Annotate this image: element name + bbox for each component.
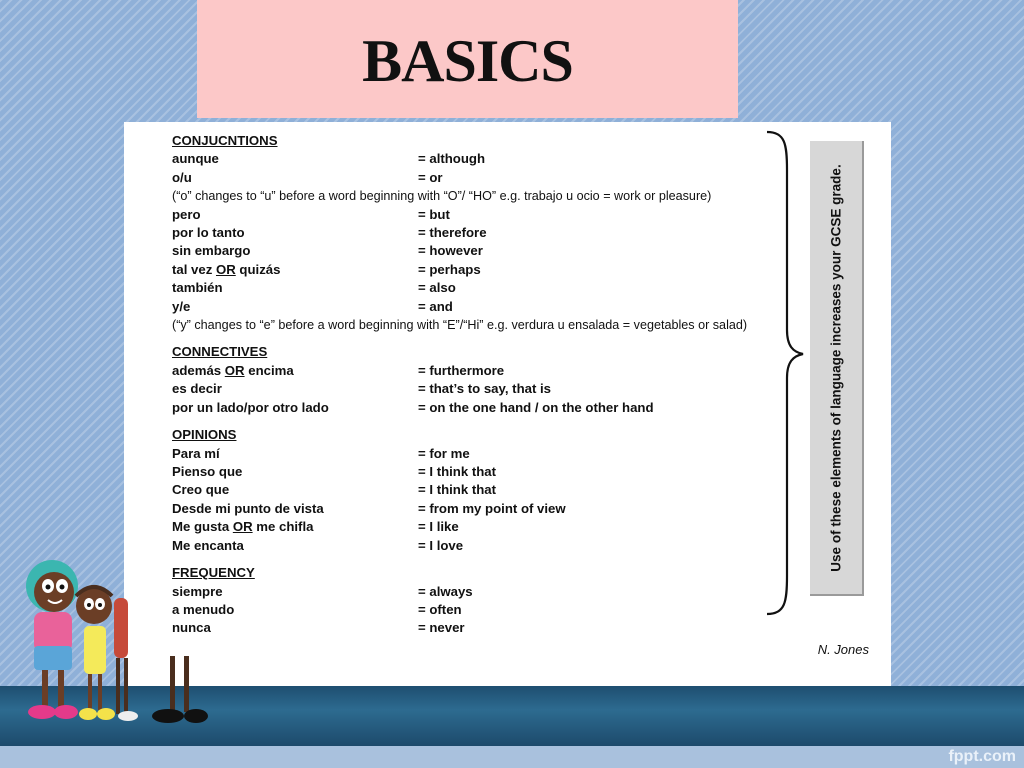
vocab-row [172, 224, 772, 242]
section-heading: CONJUCNTIONS [172, 133, 278, 148]
vocab-row [172, 169, 772, 187]
english-translation: = and [418, 298, 453, 314]
spanish-term: aunque [172, 151, 219, 167]
usage-note: (“y” changes to “e” before a word beginning with “E”/“Hi” e.g. verdura u ensalada = vegetables or salad) [172, 317, 748, 332]
section-gap [172, 334, 772, 343]
spanish-term: también [172, 280, 223, 296]
vocab-row [172, 583, 772, 601]
section-heading: FREQUENCY [172, 565, 255, 581]
vocab-row [172, 150, 772, 168]
spanish-term [172, 362, 418, 380]
english-translation: = or [418, 169, 443, 185]
english-translation: = for me [418, 445, 470, 461]
spanish-term: siempre [172, 583, 223, 599]
or-keyword: OR [232, 519, 253, 535]
vocab-row [172, 298, 772, 316]
bottom-strip [0, 746, 1024, 768]
spanish-term-part: me chifla [252, 519, 314, 535]
vocab-row [172, 362, 772, 380]
english-translation: = perhaps [418, 261, 481, 277]
spanish-term: sin embargo [172, 243, 251, 259]
or-keyword: OR [224, 362, 245, 378]
english-translation: = I think that [418, 482, 497, 498]
spanish-term: Para mí [172, 445, 220, 461]
english-translation: = that’s to say, that is [418, 381, 552, 397]
vocab-sheet [124, 122, 891, 686]
spanish-term: Pienso que [172, 464, 243, 480]
children-illustration [10, 556, 220, 728]
vocab-row [172, 445, 772, 463]
spanish-term: a menudo [172, 601, 235, 617]
slide-title: BASICS [362, 27, 573, 94]
english-translation: = on the one hand / on the other hand [418, 399, 654, 415]
english-translation: = furthermore [418, 362, 505, 378]
grade-note: Use of these elements of language increases your GCSE grade. [828, 163, 844, 572]
spanish-term: Creo que [172, 482, 230, 498]
section-heading: CONNECTIVES [172, 344, 268, 360]
spanish-term-part: quizás [235, 261, 281, 277]
section-gap [172, 555, 772, 564]
english-translation: = never [418, 620, 465, 636]
title-banner [197, 0, 738, 118]
vocab-row [172, 279, 772, 297]
spanish-term-part: tal vez [172, 261, 216, 277]
spanish-term-part: Me gusta [172, 519, 233, 535]
spanish-term: nunca [172, 620, 211, 636]
english-translation: = I think that [418, 464, 497, 480]
spanish-term [172, 261, 418, 279]
usage-note: (“o” changes to “u” before a word beginning with “O”/ “HO” e.g. trabajo u ocio = work or pleasure) [172, 189, 712, 204]
section-gap [172, 417, 772, 426]
vocab-row [172, 537, 772, 555]
english-translation: = therefore [418, 224, 487, 240]
brand-watermark: fppt.com [948, 748, 1016, 765]
or-keyword: OR [215, 261, 236, 277]
vocab-row [172, 518, 772, 536]
spanish-term: es decir [172, 381, 222, 397]
spanish-term: Desde mi punto de vista [172, 500, 324, 516]
section-heading: OPINIONS [172, 427, 237, 443]
english-translation: = however [418, 243, 483, 259]
spanish-term: o/u [172, 169, 192, 185]
english-translation: = I love [418, 537, 464, 553]
spanish-term: por un lado/por otro lado [172, 399, 329, 415]
spanish-term: Me encanta [172, 537, 244, 553]
author-signature: N. Jones [817, 642, 869, 657]
curly-brace-icon [765, 130, 805, 616]
spanish-term: por lo tanto [172, 224, 245, 240]
vocab-row [172, 261, 772, 279]
vocab-row [172, 601, 772, 619]
english-translation: = I like [418, 519, 459, 535]
spanish-term: pero [172, 206, 201, 222]
spanish-term [172, 518, 418, 536]
spanish-term: y/e [172, 298, 191, 314]
vocab-row [172, 206, 772, 224]
spanish-term-part: además [172, 362, 225, 378]
english-translation: = but [418, 206, 450, 222]
grade-note-box [810, 141, 864, 596]
vocab-row [172, 242, 772, 260]
english-translation: = although [418, 151, 486, 167]
english-translation: = also [418, 280, 456, 296]
english-translation: = always [418, 583, 473, 599]
vocab-row [172, 463, 772, 481]
spanish-term-part: encima [244, 362, 294, 378]
vocab-row [172, 619, 772, 637]
vocab-row [172, 500, 772, 518]
english-translation: = often [418, 601, 462, 617]
vocab-row [172, 399, 772, 417]
vocab-row [172, 380, 772, 398]
english-translation: = from my point of view [418, 500, 566, 516]
vocab-list [172, 132, 772, 638]
vocab-row [172, 481, 772, 499]
